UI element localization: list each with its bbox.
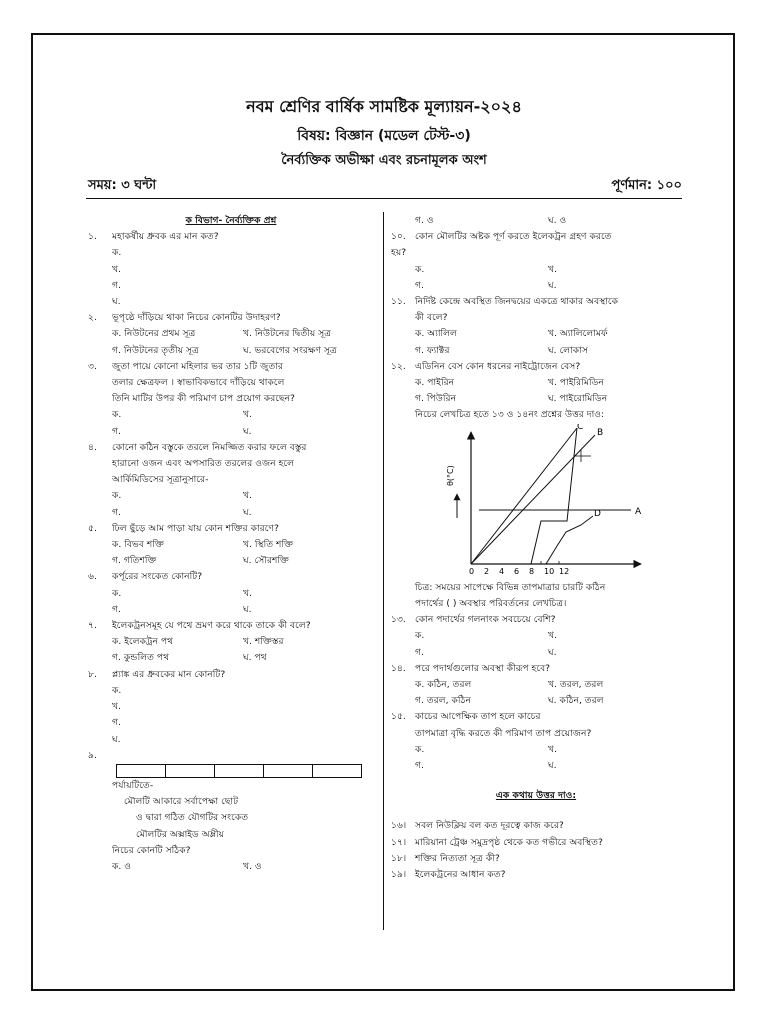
- question-12: ১২. এডিনিন বেস কোন ধরনের নাইট্রোজেন বেস?: [391, 360, 581, 372]
- right-column: [391, 213, 681, 883]
- question-5: ৫. ঢিল ছুঁড়ে আম পাড়া যায় কোন শক্তির কারণে?: [88, 522, 279, 534]
- option: গ.: [112, 279, 121, 291]
- line-c: [471, 428, 577, 564]
- question-text: হারানো ওজন এবং অপসারিত তরলের ওজন হলে: [112, 458, 294, 470]
- option-row: গ. ফ্যাক্টর ঘ. লোকাস: [415, 344, 588, 356]
- exam-section: নৈর্ব্যক্তিক অভীক্ষা এবং রচনামূলক অংশ: [281, 153, 487, 168]
- question-2: ২. ভূপৃষ্ঠে দাঁড়িয়ে থাকা নিচের কোনটির উদাহরণ?: [88, 312, 281, 324]
- line-labels: [577, 424, 642, 519]
- question-7: ৭. ইলেকট্রনসমূহ যে পথে ভ্রমণ করে থাকে তাকে কী বলে?: [88, 620, 311, 632]
- option: খ.: [112, 263, 121, 275]
- option-row: গ. নিউটনের তৃতীয় সূত্র ঘ. ভরবেগের সংরক্ষণ সূত্র: [112, 344, 337, 356]
- option-row: ক. খ.: [415, 630, 557, 642]
- phase-change-graph: [391, 424, 681, 574]
- line-label-b: B: [597, 427, 604, 438]
- exam-time: সময়: ৩ ঘন্টা: [88, 178, 157, 193]
- option-row: গ. ঘ.: [112, 425, 252, 437]
- option-row: গ. ঘ.: [112, 603, 252, 615]
- option-row: গ. গতিশক্তি ঘ. সৌরশক্তি: [112, 555, 289, 567]
- option-row: গ. তরল, কঠিন ঘ. কঠিন, তরল: [415, 695, 604, 707]
- option-row: ক. ও খ. ও: [112, 860, 262, 872]
- question-18: ১৮। শক্তির নিত্যতা সূত্র কী?: [391, 852, 500, 864]
- option-row: গ. ঘ.: [112, 506, 252, 518]
- section-heading: ক বিভাগ- নৈর্ব্যক্তিক প্রশ্ন: [185, 215, 277, 226]
- periodic-row-table: [116, 764, 362, 778]
- line-label-d: D: [594, 508, 601, 519]
- exam-title: নবম শ্রেণির বার্ষিক সামষ্টিক মূল্যায়ন-২০২৪: [246, 97, 522, 116]
- question-8: ৮. প্ল্যাঙ্ক এর ধ্রুবকের মান কোনটি?: [88, 668, 226, 680]
- option-row: ক. নিউটনের প্রথম সূত্র খ. নিউটনের দ্বিতীয় সূত্র: [112, 328, 332, 340]
- question-10: ১০. কোন মৌলটির অষ্টক পূর্ণ করতে ইলেকট্রন গ্রহণ করতে: [391, 231, 612, 243]
- x-tick-label: 6: [514, 566, 520, 574]
- option-row: গ. পিউরিন ঘ. পাইরোমিডিন: [415, 393, 608, 405]
- question-17: ১৭। মারিয়ানা ট্রেঞ্চ সমুদ্রপৃষ্ঠ থেকে কত গভীরে অবস্থিত?: [391, 836, 603, 848]
- option-row: গ. ও ঘ. ও: [415, 215, 567, 226]
- x-tick-label: 12: [559, 566, 570, 574]
- option-row: ক. অ্যালিল খ. অ্যালিলোমর্ফ: [415, 328, 608, 340]
- x-tick-label: 0: [469, 566, 475, 574]
- question-1: ১. মহাকর্ষীয় ধ্রুবক এর মান কত?: [88, 231, 219, 243]
- column-divider: [383, 212, 384, 930]
- option: ঘ.: [112, 296, 121, 308]
- statement: পর্যায়টিতে-: [112, 779, 154, 791]
- graph-caption: চিত্র: সময়ের সাপেক্ষে বিভিন্ন তাপমাত্রার চারটি কঠিন: [415, 581, 606, 593]
- y-axis-label: θ(°C): [446, 464, 455, 486]
- option-row: ক. খ.: [415, 263, 557, 275]
- question-text: আর্কিমিডিসের সূত্রানুসারে-: [112, 474, 209, 486]
- header-divider: [86, 198, 682, 199]
- option-row: ক. পাইরিন খ. পাইরিমিডিন: [415, 377, 604, 389]
- left-column: [88, 213, 374, 875]
- graph-caption: পদার্থের ( ) অবস্থার পরিবর্তনের লেখচিত্র।: [415, 598, 567, 610]
- question-14: ১৪. পরে পদার্থগুলোর অবস্থা কীরূপ হবে?: [391, 662, 551, 674]
- question-text: তিনি মাটির উপর কী পরিমাণ চাপ প্রয়োগ করছেন?: [112, 393, 295, 405]
- x-tick-label: 10: [544, 566, 555, 574]
- statement: মৌলটির অক্সাইড অম্লীয়: [136, 828, 225, 840]
- question-19: ১৯। ইলেকট্রনের আধান কত?: [391, 869, 506, 881]
- x-tick-label: 2: [484, 566, 490, 574]
- statement: মৌলটি আকারে সর্বাপেক্ষা ছোট: [124, 796, 239, 808]
- x-tick-label: 8: [529, 566, 535, 574]
- question-text: কী বলে?: [415, 312, 448, 324]
- question-13: ১৩. কোন পদার্থের গলনাংক সবচেয়ে বেশি?: [391, 614, 556, 626]
- option-row: ক. খ.: [415, 743, 557, 755]
- option: গ.: [112, 717, 121, 729]
- option: ক.: [112, 247, 122, 259]
- statement: নিচের কোনটি সঠিক?: [112, 844, 191, 856]
- x-tick-label: 4: [499, 566, 505, 574]
- question-text: হয়?: [391, 247, 407, 259]
- option-row: ক. কঠিন, তরল খ. তরল, তরল: [415, 679, 604, 691]
- exam-subject: বিষয়: বিজ্ঞান (মডেল টেস্ট-৩): [297, 128, 471, 144]
- question-text: তলার ক্ষেত্রফল । স্বাভাবিকভাবে দাঁড়িয়ে থাকলে: [112, 377, 285, 389]
- question-15: ১৫. কাচের আপেক্ষিক তাপ হলে কাচের: [391, 711, 541, 723]
- option-row: ক. বিভব শক্তি খ. স্থিতি শক্তি: [112, 539, 294, 551]
- option-row: ক. খ.: [112, 409, 252, 421]
- option-row: ক. খ.: [112, 587, 252, 599]
- option-row: ক. ইলেকট্রন পথ খ. শক্তিস্তর: [112, 636, 284, 648]
- option-row: গ. ঘ.: [415, 646, 557, 658]
- line-b: [471, 435, 595, 564]
- option-row: গ. ঘ.: [415, 760, 557, 772]
- option: খ.: [112, 701, 121, 713]
- question-6: ৬. কর্পূরের সংকেত কোনটি?: [88, 571, 203, 583]
- question-4: ৪. কোনো কঠিন বস্তুকে তরলে নিমজ্জিত করার ফলে বস্তুর: [88, 441, 307, 453]
- question-16: ১৬। সবল নিউক্লিয় বল কত দূরত্বে কাজ করে?: [391, 820, 564, 832]
- question-9: ৯.: [88, 749, 97, 761]
- exam-marks: পূর্ণমান: ১০০: [611, 178, 682, 193]
- line-label-a: A: [635, 506, 642, 517]
- question-11: ১১. নির্দিষ্ট কেন্দ্রে অবস্থিত জিনদ্বয়ের একত্রে থাকার অবস্থাকে: [391, 296, 619, 308]
- short-answer-heading: এক কথায় উত্তর দাও:: [495, 790, 577, 802]
- graph-intro: নিচের লেখচিত্র হতে ১৩ ও ১৪নং প্রশ্নের উত্তর দাও:: [415, 409, 605, 421]
- option-row: গ. কুন্ডলিত পথ ঘ. পথ: [112, 652, 267, 664]
- statement: ও দ্বারা গঠিত যৌগটির সংকেত: [136, 812, 249, 824]
- x-tick-labels: [469, 567, 569, 574]
- option-row: ক. খ.: [112, 490, 252, 502]
- option: ঘ.: [112, 733, 121, 745]
- line-label-c: C: [577, 423, 584, 432]
- option-row: গ. ঘ.: [415, 279, 557, 291]
- question-3: ৩. জুতা পায়ে কোনো মহিলার ভর তার ১টি জুতার: [88, 360, 283, 372]
- question-text: তাপমাত্রা বৃদ্ধি করতে কী পরিমাণ তাপ প্রয়োজন?: [415, 727, 592, 739]
- option: ক.: [112, 684, 122, 696]
